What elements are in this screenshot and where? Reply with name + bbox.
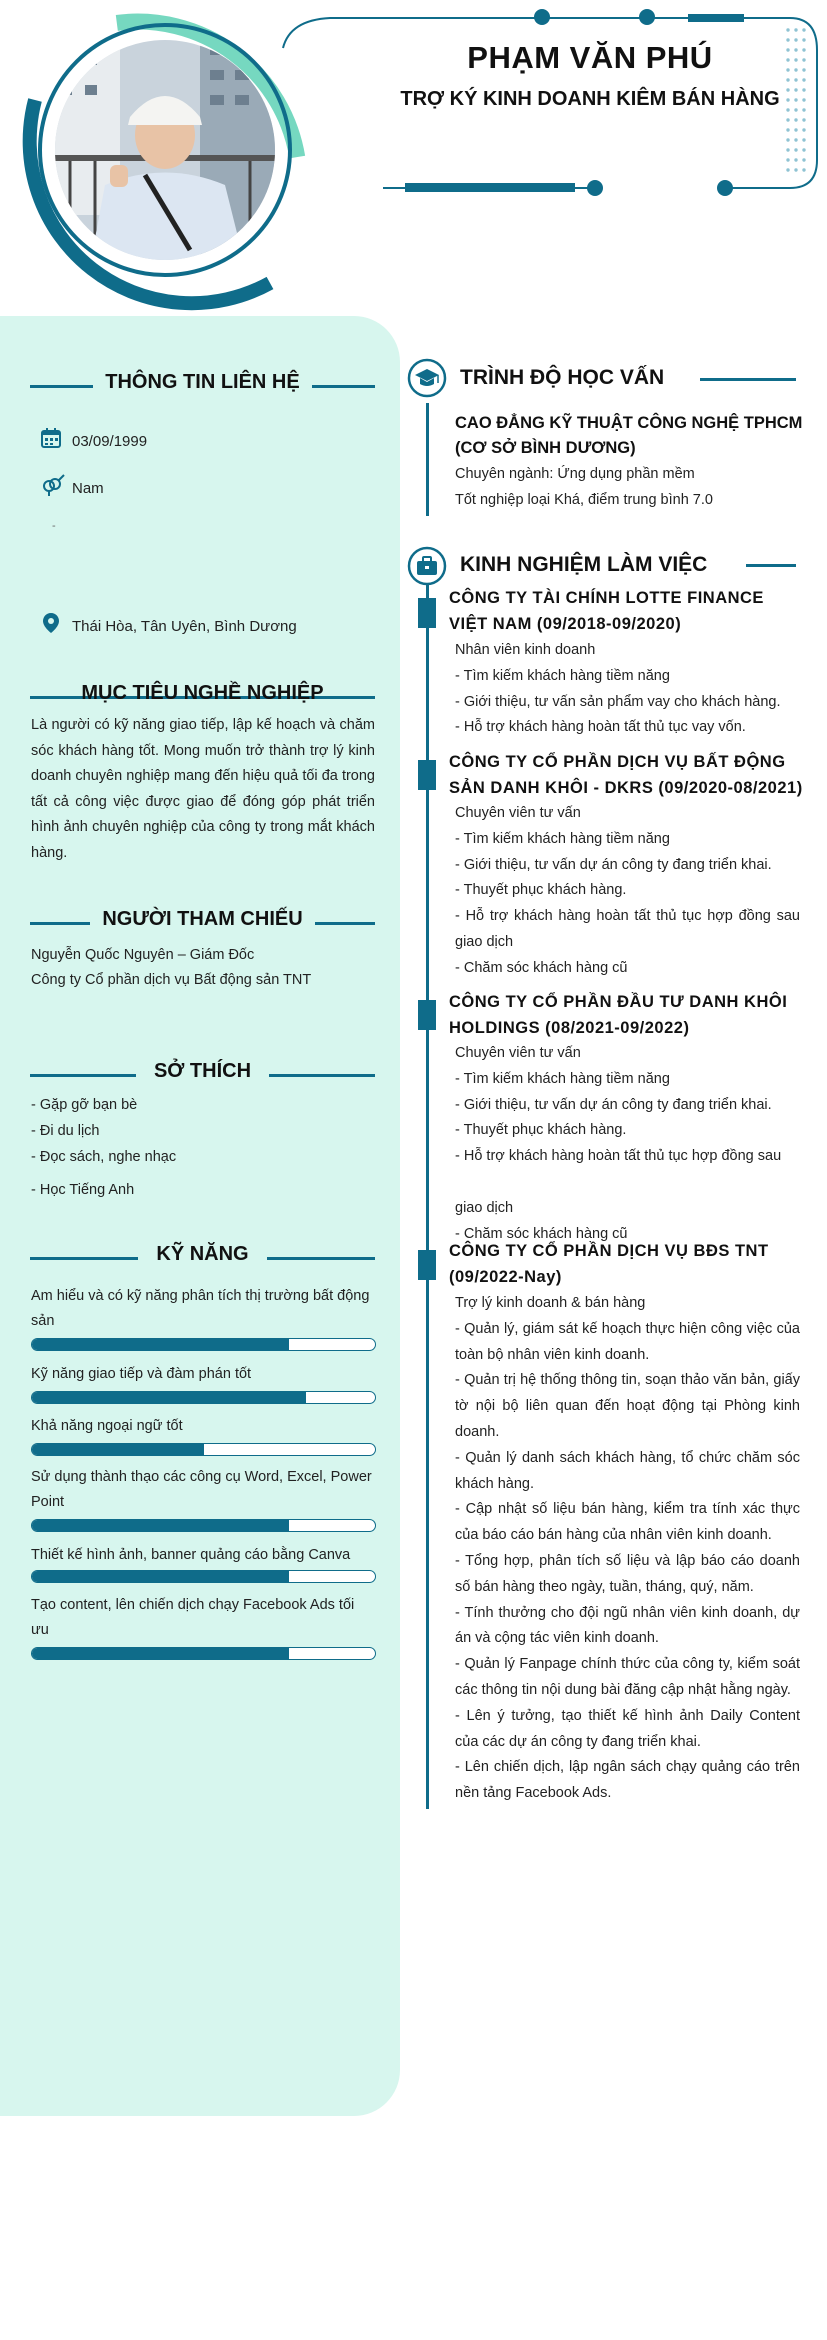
skill-label: Sử dụng thành thạo các công cụ Word, Excel, Power Point (31, 1469, 372, 1510)
job-title: TRỢ KÝ KINH DOANH KIÊM BÁN HÀNG (400, 88, 780, 110)
education-section-title: TRÌNH ĐỘ HỌC VẤN (460, 366, 665, 389)
briefcase-icon (407, 546, 447, 586)
reference-section-title: NGƯỜI THAM CHIẾU (30, 908, 375, 938)
job-line: - Tìm kiếm khách hàng tiềm năng (455, 667, 670, 684)
calendar-icon (40, 427, 64, 457)
job-line: - Lên ý tưởng, tạo thiết kế hình ảnh Daily Content của các dự án công ty đang triển khai. (455, 1707, 800, 1750)
skill-bar (31, 1443, 376, 1456)
experience-section-title: KINH NGHIỆM LÀM VIỆC (460, 553, 708, 576)
job-line: Chuyên viên tư vấn (455, 805, 581, 821)
job-marker (418, 1000, 436, 1030)
skill-bar (31, 1338, 376, 1351)
gender-icon (40, 474, 64, 504)
job-marker (418, 1250, 436, 1280)
job-line: - Chăm sóc khách hàng cũ (455, 1225, 628, 1242)
location-pin-icon (40, 612, 64, 642)
gender-row (40, 474, 104, 498)
education-title-line (700, 378, 796, 381)
job-company: CÔNG TY CỔ PHẦN DỊCH VỤ BẤT ĐỘNG SẢN DANH KHÔI - DKRS (09/2020-08/2021) (449, 753, 803, 797)
skill-bar (31, 1570, 376, 1583)
experience-title-line (746, 564, 796, 567)
job-line: - Hỗ trợ khách hàng hoàn tất thủ tục hợp đồng sau giao dịch (455, 908, 800, 950)
job-line: Nhân viên kinh doanh (455, 642, 596, 658)
objective-section-title: MỤC TIÊU NGHỀ NGHIỆP (30, 682, 375, 712)
empty-contact: - (52, 520, 56, 532)
hobby-item: - Đọc sách, nghe nhạc (31, 1149, 177, 1165)
job-company: CÔNG TY TÀI CHÍNH LOTTE FINANCE VIỆT NAM (09/2018-09/2020) (449, 589, 764, 633)
address: Thái Hòa, Tân Uyên, Bình Dương (72, 617, 297, 635)
job-line: - Quản lý, giám sát kế hoạch thực hiện công việc của toàn bộ nhân viên kinh doanh. (455, 1320, 800, 1363)
reference-line-2: Công ty Cổ phần dịch vụ Bất động sản TNT (31, 972, 312, 988)
skill-bar-fill (32, 1339, 289, 1350)
job-line: Chuyên viên tư vấn (455, 1045, 581, 1061)
job-line: - Giới thiệu, tư vấn dự án công ty đang triển khai. (455, 856, 772, 873)
hobbies-section-title: SỞ THÍCH (30, 1060, 375, 1090)
skill-label: Kỹ năng giao tiếp và đàm phán tốt (31, 1366, 252, 1382)
job-line: - Lên chiến dịch, lập ngân sách chạy quảng cáo trên nền tảng Facebook Ads. (455, 1759, 800, 1802)
job-line: - Giới thiệu, tư vấn dự án công ty đang triển khai. (455, 1096, 772, 1113)
birthday: 03/09/1999 (72, 432, 148, 450)
skills-section-title: KỸ NĂNG (30, 1243, 375, 1273)
contact-section-title: THÔNG TIN LIÊN HỆ (30, 371, 375, 401)
skill-bar-fill (32, 1444, 204, 1455)
hobby-item: - Đi du lịch (31, 1123, 100, 1139)
job-line: Trợ lý kinh doanh & bán hàng (455, 1295, 646, 1311)
skill-bar-fill (32, 1520, 289, 1531)
skill-bar (31, 1391, 376, 1404)
address-row (40, 612, 297, 636)
avatar (50, 35, 280, 265)
education-grade: Tốt nghiệp loại Khá, điểm trung bình 7.0 (455, 492, 713, 508)
skill-label: Tạo content, lên chiến dịch chạy Facebook Ads tối ưu (31, 1597, 355, 1638)
graduation-cap-icon (407, 358, 447, 398)
job-line: - Quản lý Fanpage chính thức của công ty, kiểm soát các thông tin nội dung bài đăng cập nhật hằng ngày. (455, 1656, 800, 1698)
education-major: Chuyên ngành: Ứng dụng phần mềm (455, 466, 695, 482)
job-line: - Tìm kiếm khách hàng tiềm năng (455, 1070, 670, 1087)
birthday-row (40, 427, 147, 451)
skill-label: Thiết kế hình ảnh, banner quảng cáo bằng Canva (31, 1547, 351, 1563)
job-line: - Thuyết phục khách hàng. (455, 1122, 627, 1139)
job-line: - Tìm kiếm khách hàng tiềm năng (455, 830, 670, 847)
skill-label: Am hiểu và có kỹ năng phân tích thị trường bất động sản (31, 1288, 370, 1329)
skill-bar-fill (32, 1648, 289, 1659)
job-company: CÔNG TY CỔ PHẦN ĐẦU TƯ DANH KHÔI HOLDINGS (08/2021-09/2022) (449, 993, 788, 1037)
reference-line-1: Nguyễn Quốc Nguyên – Giám Đốc (31, 947, 255, 963)
job-marker (418, 760, 436, 790)
job-description (455, 1291, 800, 1807)
job-description (455, 638, 800, 741)
gender: Nam (72, 479, 104, 497)
skill-bar (31, 1519, 376, 1532)
skill-label: Khả năng ngoại ngữ tốt (31, 1418, 183, 1434)
skill-bar-fill (32, 1571, 289, 1582)
job-line: - Hỗ trợ khách hàng hoàn tất thủ tục hợp đồng sau (455, 1148, 782, 1165)
hobby-item: - Học Tiếng Anh (31, 1182, 135, 1198)
job-company: CÔNG TY CỔ PHẦN DỊCH VỤ BĐS TNT (09/2022-Nay) (449, 1242, 769, 1286)
job-line: giao dịch (455, 1199, 514, 1216)
job-line: - Tổng hợp, phân tích số liệu và lập báo cáo doanh số bán hàng theo ngày, tuần, tháng, quý, năm. (455, 1552, 800, 1595)
skill-bar-fill (32, 1392, 306, 1403)
job-description (455, 801, 800, 982)
job-line: - Hỗ trợ khách hàng hoàn tất thủ tục vay vốn. (455, 719, 746, 736)
job-line (455, 1170, 800, 1196)
job-marker (418, 598, 436, 628)
left-panel (0, 316, 400, 2116)
job-line: - Tính thưởng cho đội ngũ nhân viên kinh doanh, dự án và cộng tác viên kinh doanh. (455, 1604, 800, 1647)
person-name: PHẠM VĂN PHÚ (467, 40, 713, 75)
education-timeline (426, 403, 429, 516)
job-line: - Chăm sóc khách hàng cũ (455, 959, 628, 976)
job-line: - Quản trị hệ thống thông tin, soạn thảo văn bản, giấy tờ nội bộ liên quan đến hoạt động tại Phòng kinh doanh. (455, 1372, 800, 1440)
school-name: CAO ĐẲNG KỸ THUẬT CÔNG NGHỆ TPHCM (CƠ SỞ BÌNH DƯƠNG) (455, 414, 803, 457)
job-line: - Quản lý danh sách khách hàng, tổ chức chăm sóc khách hàng. (455, 1449, 800, 1492)
job-description (455, 1041, 800, 1247)
hobby-item: - Gặp gỡ bạn bè (31, 1097, 138, 1113)
objective-text: Là người có kỹ năng giao tiếp, lập kế hoạch và chăm sóc khách hàng tốt. Mong muốn trở thành trợ lý kinh doanh chuyên nghiệp mang đến hiệu quả tối đa trong tất cả công việc được giao để đóng góp phát triển hình ảnh chuyên nghiệp của công ty trong mắt khách hàng. (31, 717, 375, 861)
skill-bar (31, 1647, 376, 1660)
job-line: - Cập nhật số liệu bán hàng, kiểm tra tính xác thực của báo cáo bán hàng của nhân viên kinh doanh. (455, 1501, 800, 1544)
job-line: - Thuyết phục khách hàng. (455, 882, 627, 899)
job-line: - Giới thiệu, tư vấn sản phẩm vay cho khách hàng. (455, 693, 781, 710)
